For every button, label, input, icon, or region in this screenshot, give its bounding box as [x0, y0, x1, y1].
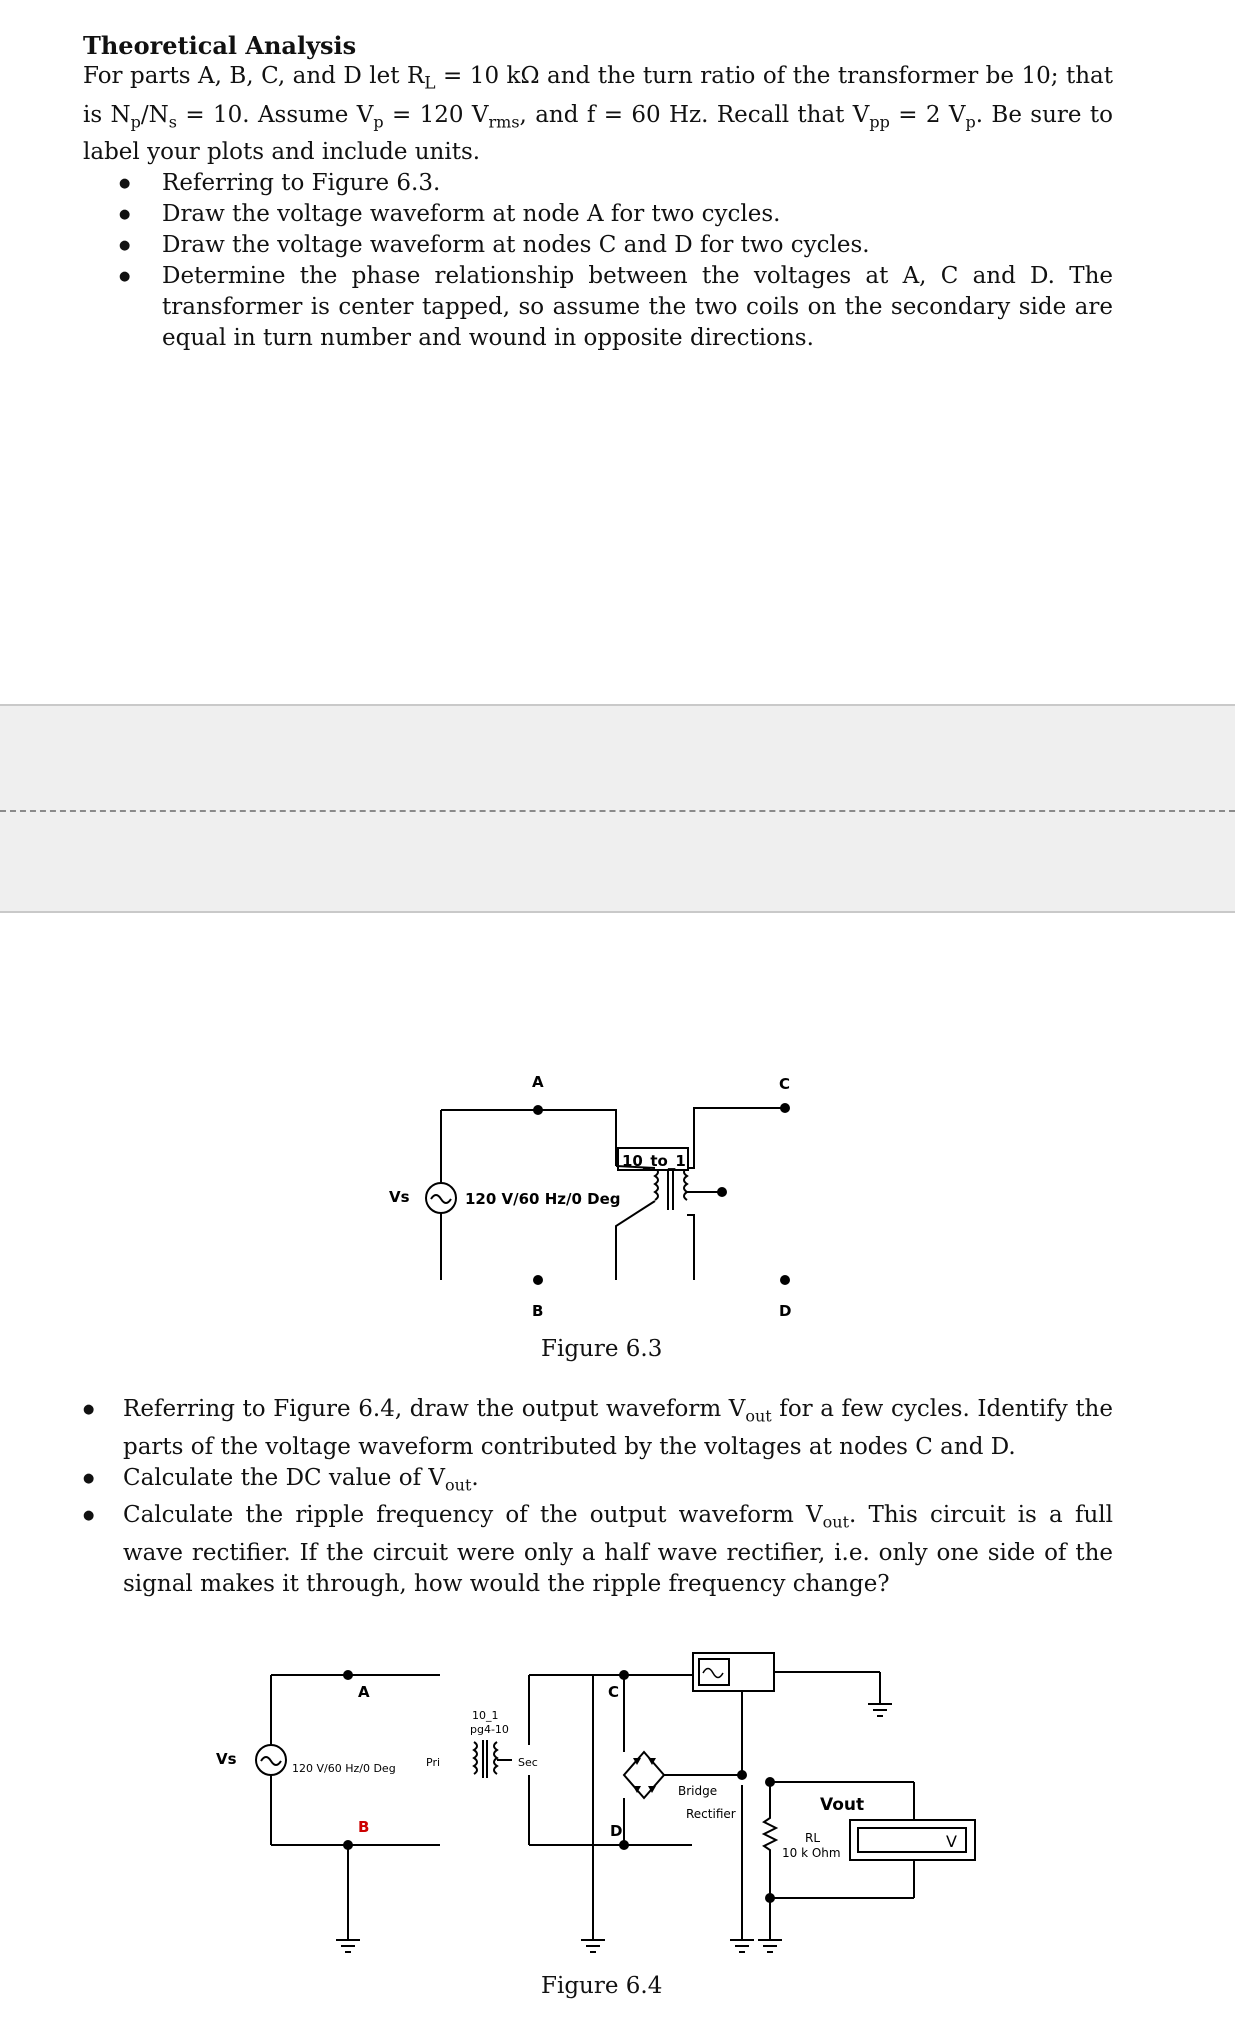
list-item-text: . — [471, 1464, 479, 1491]
intro-text: . Be sure to label your plots and include units. — [83, 101, 1113, 166]
node-d-dot — [780, 1275, 790, 1285]
node-a-label: A — [358, 1683, 370, 1701]
list-item-sub: out — [822, 1512, 849, 1532]
node-c-label: C — [779, 1075, 791, 1093]
intro-sub: pp — [869, 112, 890, 132]
node-c-label: C — [608, 1683, 620, 1701]
figure-6-4-caption: Figure 6.4 — [541, 1973, 663, 1999]
source-value: 120 V/60 Hz/0 Deg — [465, 1190, 621, 1208]
vout-label: Vout — [820, 1795, 865, 1815]
bullet-list-a — [83, 168, 1113, 354]
intro-text: = 120 V — [383, 101, 489, 128]
intro-sub: p — [373, 112, 384, 132]
list-item: ● Draw the voltage waveform at nodes C and D for two cycles. — [83, 230, 1113, 261]
section-heading: Theoretical Analysis — [83, 31, 357, 60]
list-item-text: . This circuit is a full wave rectifier. If the circuit were only a half wave rectifier, i.e. only one side of the signal makes it through, how would the ripple frequency change? — [123, 1502, 1113, 1597]
list-item-text: Referring to Figure 6.4, draw the output waveform V — [123, 1396, 746, 1422]
intro-sub: L — [424, 73, 436, 94]
primary-label: Pri — [426, 1756, 441, 1769]
page-gap — [0, 704, 1235, 913]
node-c-dot — [780, 1103, 790, 1113]
intro-sub: p — [965, 112, 976, 132]
intro-sub: rms — [488, 112, 520, 132]
intro-sub: s — [168, 112, 177, 132]
figure-6-3-caption: Figure 6.3 — [541, 1336, 663, 1362]
intro-text: = 10 kΩ and the turn ratio of the transformer be 10; that is N — [83, 63, 1113, 128]
transformer-label: 10_to_1 — [622, 1152, 686, 1170]
figure-6-4-diagram — [0, 1640, 1235, 1985]
transformer-label-1: 10_1 — [472, 1709, 499, 1722]
bullet-list-b — [83, 1394, 1113, 1600]
node-d-label: D — [610, 1822, 623, 1840]
node-d-label: D — [779, 1302, 792, 1320]
list-item-sub: out — [445, 1475, 472, 1495]
list-item: ● Determine the phase relationship between the voltages at A, C and D. The transformer is center tapped, so assume the two coils on the secondary side are equal in turn number and wound in opposite directions. — [83, 261, 1113, 354]
list-item — [83, 1394, 1113, 1463]
transformer-label-2: pg4-10 — [470, 1723, 509, 1736]
bridge-label-2: Rectifier — [686, 1807, 736, 1821]
rl-bottom-dot — [765, 1893, 775, 1903]
page-break-divider — [0, 810, 1235, 812]
node-b-dot — [533, 1275, 543, 1285]
center-tap-dot — [717, 1187, 727, 1197]
bridge-output-dot — [737, 1770, 747, 1780]
intro-paragraph — [83, 61, 1113, 168]
list-item — [83, 1500, 1113, 1600]
intro-text: For parts A, B, C, and D let R — [83, 63, 425, 89]
list-item-text: Calculate the ripple frequency of the output waveform V — [123, 1502, 823, 1529]
intro-text: /N — [140, 101, 169, 128]
rl-value: 10 k Ohm — [782, 1846, 841, 1860]
source-value: 120 V/60 Hz/0 Deg — [292, 1762, 396, 1775]
list-item-text: Calculate the DC value of V — [123, 1464, 445, 1491]
list-item — [83, 1463, 1113, 1501]
bridge-label-1: Bridge — [678, 1784, 718, 1798]
rl-top-dot — [765, 1777, 775, 1787]
list-item: ● Referring to Figure 6.3. — [83, 168, 1113, 199]
node-a-dot — [533, 1105, 543, 1115]
node-d-dot — [619, 1840, 629, 1850]
intro-text: = 10. Assume V — [177, 101, 374, 128]
figure-6-3-diagram — [0, 1050, 1235, 1340]
node-a-dot — [343, 1670, 353, 1680]
rl-label: RL — [805, 1831, 821, 1845]
intro-sub: p — [130, 112, 141, 132]
list-item-text: for a few cycles. Identify the parts of the voltage waveform contributed by the voltages at nodes C and D. — [123, 1396, 1113, 1460]
source-label: Vs — [216, 1750, 237, 1768]
intro-text: , and f = 60 Hz. Recall that V — [519, 101, 870, 128]
node-b-dot — [343, 1840, 353, 1850]
intro-text: = 2 V — [889, 101, 966, 128]
list-item: ● Draw the voltage waveform at node A for two cycles. — [83, 199, 1113, 230]
node-c-dot — [619, 1670, 629, 1680]
secondary-label: Sec — [518, 1756, 538, 1769]
node-b-label: B — [532, 1302, 544, 1320]
theoretical-analysis-section — [83, 30, 1113, 354]
list-item-sub: out — [745, 1406, 772, 1426]
source-label: Vs — [389, 1188, 410, 1206]
node-b-label: B — [358, 1818, 370, 1836]
meter-unit: V — [946, 1832, 957, 1851]
node-a-label: A — [532, 1073, 544, 1091]
